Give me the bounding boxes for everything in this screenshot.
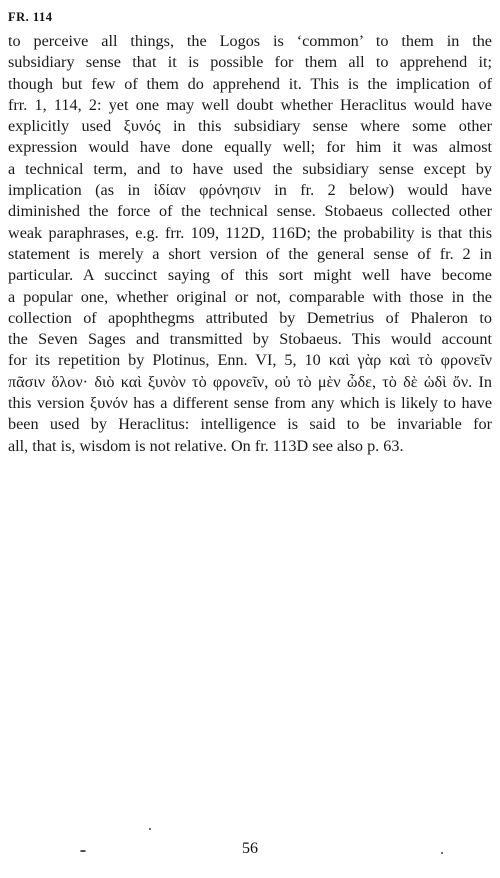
text-line: a popular one, whether original or not, comparable with those in the — [8, 287, 492, 306]
text-line: weak paraphrases, e.g. frr. 109, 112D, 116D; the probability is that this — [8, 223, 492, 242]
body-text — [8, 31, 492, 457]
text-line: explicitly used ξυνός in this subsidiary sense where some other — [8, 117, 492, 136]
text-line: implication (as in ἰδίαν φρόνησιν in fr. 2 below) would have — [8, 181, 492, 200]
text-line: frr. 1, 114, 2: yet one may well doubt whether Heraclitus would have — [8, 95, 492, 114]
text-line: to perceive all things, the Logos is ‘common’ to them in the — [8, 32, 492, 50]
running-head: FR. 114 — [8, 10, 53, 24]
print-speck — [149, 828, 151, 830]
text-line: this version ξυνόν has a different sense from any which is likely to have — [8, 394, 492, 413]
text-line: been used by Heraclitus: intelligence is said to be invariable for — [8, 415, 492, 434]
text-line: statement is merely a short version of the general sense of fr. 2 in — [8, 244, 492, 263]
text-line: the Seven Sages and transmitted by Stobaeus. This would account — [8, 330, 492, 349]
text-line: all, that is, wisdom is not relative. On fr. 113D see also p. 63. — [8, 436, 404, 455]
text-line: diminished the force of the technical sense. Stobaeus collected other — [8, 202, 492, 221]
text-line: for its repetition by Plotinus, Enn. VI, 5, 10 καὶ γὰρ καὶ τὸ φρονεῖν — [8, 351, 492, 370]
text-line: though but few of them do apprehend it. This is the implication of — [8, 74, 492, 93]
text-line: subsidiary sense that it is possible for them all to apprehend it; — [8, 53, 492, 72]
text-line: collection of apophthegms attributed by Demetrius of Phaleron to — [8, 308, 492, 327]
text-line: particular. A succinct saying of this sort might well have become — [8, 266, 492, 285]
text-line: expression would have done equally well; for him it was almost — [8, 138, 492, 157]
page-number: 56 — [242, 840, 258, 857]
text-line: a technical term, and to have used the subsidiary sense except by — [8, 159, 492, 178]
text-line: πᾶσιν ὅλον· διὸ καὶ ξυνὸν τὸ φρονεῖν, οὐ τὸ μὲν ὧδε, τὸ δὲ ὡδὶ ὄν. In — [8, 372, 492, 391]
